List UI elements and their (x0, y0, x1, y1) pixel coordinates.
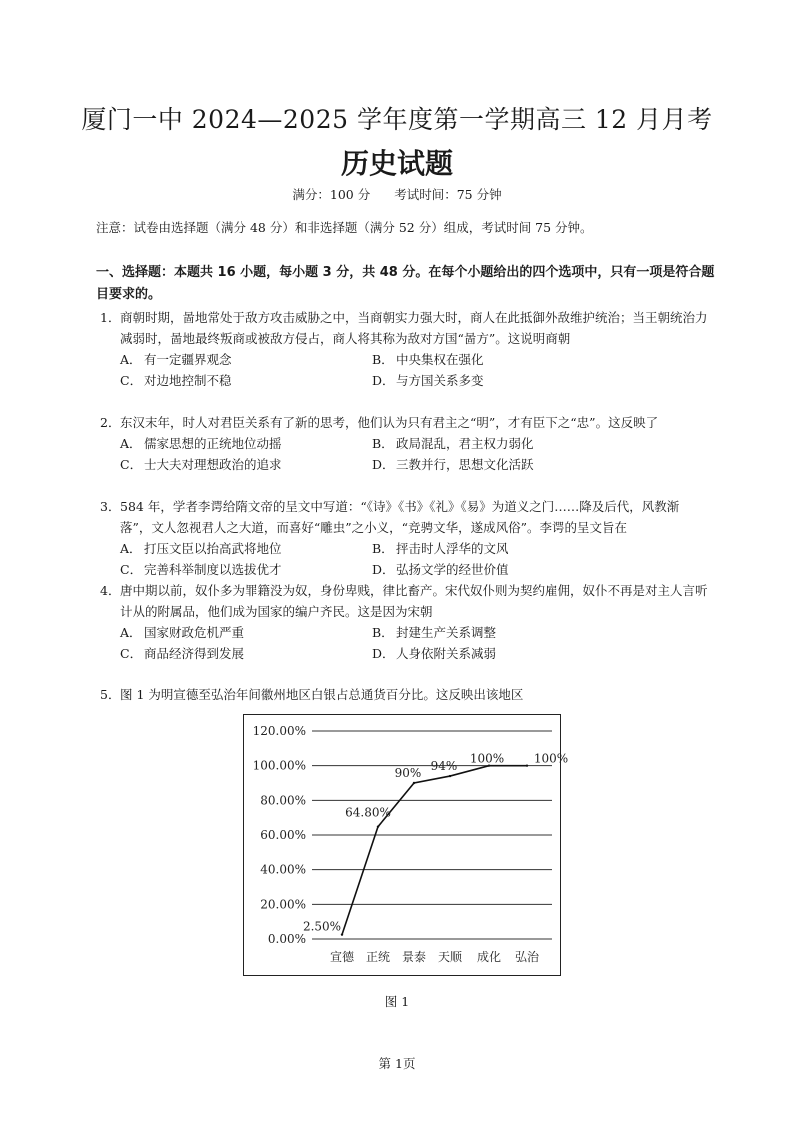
option-c[interactable] (120, 370, 372, 391)
page-number: 第 1页 (378, 1056, 416, 1071)
question-3 (100, 496, 710, 580)
option-text: 国家财政危机严重 (144, 625, 245, 640)
option-letter: C． (120, 457, 143, 472)
data-label: 100% (533, 751, 569, 766)
option-text: 商品经济得到发展 (144, 646, 245, 661)
question-stem (100, 496, 710, 538)
option-b[interactable] (372, 622, 624, 643)
data-point (377, 825, 379, 827)
y-tick-label: 120.00% (252, 724, 306, 738)
question-stem (100, 580, 710, 622)
option-text: 弘扬文学的经世价值 (396, 562, 509, 577)
option-letter: C． (120, 646, 143, 661)
data-label: 90% (394, 766, 422, 780)
option-letter: D． (372, 646, 395, 661)
question-stem (100, 307, 710, 349)
y-tick-label: 40.00% (260, 862, 306, 877)
question-stem (100, 684, 710, 705)
exam-subject: 历史试题 (340, 147, 453, 180)
x-tick-label: 弘治 (514, 950, 540, 964)
question-4 (100, 580, 710, 664)
option-letter: A． (120, 541, 142, 556)
question-number: 5． (100, 687, 121, 702)
option-text: 中央集权在强化 (396, 352, 484, 367)
options-grid (100, 433, 710, 475)
option-text: 三教并行，思想文化活跃 (396, 457, 534, 472)
option-letter: A． (120, 436, 142, 451)
option-letter: B． (372, 352, 394, 367)
data-point (413, 782, 415, 784)
data-label: 64.80% (345, 805, 391, 820)
option-a[interactable] (120, 433, 372, 454)
option-d[interactable] (372, 370, 624, 391)
option-text: 封建生产关系调整 (396, 625, 497, 640)
x-tick-label: 宣德 (329, 950, 355, 964)
question-text: 商朝时期，啚地常处于敌方攻击威胁之中，当商朝实力强大时，商人在此抵御外敌维护统治；当王朝统治力减弱时，啚地最终叛商或被敌方侵占，商人将其称为敌对方国“啚方”。这说明商朝 (120, 310, 708, 346)
option-letter: C． (120, 562, 143, 577)
option-letter: D． (372, 457, 395, 472)
figure-1-chart (243, 714, 569, 976)
line-chart (244, 715, 569, 977)
option-b[interactable] (372, 538, 624, 559)
data-point (449, 775, 451, 777)
y-tick-label: 100.00% (252, 758, 306, 773)
option-d[interactable] (372, 559, 624, 580)
question-1 (100, 307, 710, 391)
option-text: 对边地控制不稳 (144, 373, 232, 388)
option-text: 儒家思想的正统地位动摇 (144, 436, 282, 451)
option-d[interactable] (372, 643, 624, 664)
option-letter: D． (372, 562, 395, 577)
y-tick-label: 60.00% (260, 828, 306, 842)
data-label: 94% (430, 759, 458, 774)
option-b[interactable] (372, 433, 624, 454)
question-stem (100, 412, 710, 433)
question-number: 4． (100, 583, 121, 598)
x-tick-label: 正统 (365, 950, 391, 964)
data-point (341, 933, 343, 935)
data-point (526, 764, 528, 766)
question-5 (100, 684, 710, 705)
y-tick-label: 20.00% (260, 897, 306, 912)
x-tick-label: 成化 (476, 950, 502, 964)
option-text: 完善科举制度以选拔优才 (144, 562, 282, 577)
option-b[interactable] (372, 349, 624, 370)
option-c[interactable] (120, 643, 372, 664)
full-score: 满分：100 分 (292, 187, 371, 202)
question-text: 东汉末年，时人对君臣关系有了新的思考，他们认为只有君主之“明”，才有臣下之“忠”。这反映了 (120, 415, 659, 430)
question-text: 唐中期以前，奴仆多为罪籍没为奴，身份卑贱，律比畜产。宋代奴仆则为契约雇佣，奴仆不再是对主人言听计从的附属品，他们成为国家的编户齐民。这是因为宋朝 (120, 583, 708, 619)
option-letter: A． (120, 352, 142, 367)
option-letter: D． (372, 373, 395, 388)
option-text: 与方国关系多变 (396, 373, 484, 388)
option-text: 人身依附关系减弱 (396, 646, 497, 661)
exam-time: 考试时间：75 分钟 (394, 187, 502, 202)
question-2 (100, 412, 710, 475)
options-grid (100, 622, 710, 664)
option-letter: B． (372, 436, 394, 451)
option-d[interactable] (372, 454, 624, 475)
option-text: 抨击时人浮华的文风 (396, 541, 509, 556)
data-label: 2.50% (302, 919, 342, 934)
option-a[interactable] (120, 622, 372, 643)
x-tick-label: 景泰 (401, 950, 427, 964)
question-number: 1． (100, 310, 121, 325)
option-letter: C． (120, 373, 143, 388)
y-tick-label: 0.00% (267, 932, 306, 946)
series-line (342, 766, 527, 935)
option-c[interactable] (120, 454, 372, 475)
option-text: 打压文臣以抬高武将地位 (144, 541, 282, 556)
section-heading: 一、选择题：本题共 16 小题，每小题 3 分，共 48 分。在每个小题给出的四个选项中，只有一项是符合题目要求的。 (96, 265, 715, 302)
options-grid (100, 538, 710, 580)
exam-title: 厦门一中 2024—2025 学年度第一学期高三 12 月月考 (81, 105, 713, 134)
option-a[interactable] (120, 538, 372, 559)
exam-meta (0, 185, 794, 203)
option-letter: A． (120, 625, 142, 640)
options-grid (100, 349, 710, 391)
option-text: 有一定疆界观念 (144, 352, 232, 367)
x-tick-label: 天顺 (437, 950, 463, 964)
figure-caption: 图 1 (384, 994, 410, 1009)
question-text: 图 1 为明宣德至弘治年间徽州地区白银占总通货百分比。这反映出该地区 (120, 687, 524, 702)
option-text: 士大夫对理想政治的追求 (144, 457, 282, 472)
question-number: 3． (100, 499, 121, 514)
question-number: 2． (100, 415, 121, 430)
option-letter: B． (372, 541, 394, 556)
option-letter: B． (372, 625, 394, 640)
exam-note: 注意：试卷由选择题（满分 48 分）和非选择题（满分 52 分）组成，考试时间 75 分钟。 (96, 220, 593, 235)
data-label: 100% (469, 751, 505, 766)
option-text: 政局混乱，君主权力弱化 (396, 436, 534, 451)
option-c[interactable] (120, 559, 372, 580)
question-text: 584 年，学者李谔给隋文帝的呈文中写道：“《诗》《书》《礼》《易》为道义之门……降及后代，风教渐落”，文人忽视君人之大道，而喜好“雕虫”之小义，“竞骋文华，遂成风俗”。李谔的呈文旨在 (120, 499, 680, 535)
option-a[interactable] (120, 349, 372, 370)
y-tick-label: 80.00% (260, 793, 306, 808)
